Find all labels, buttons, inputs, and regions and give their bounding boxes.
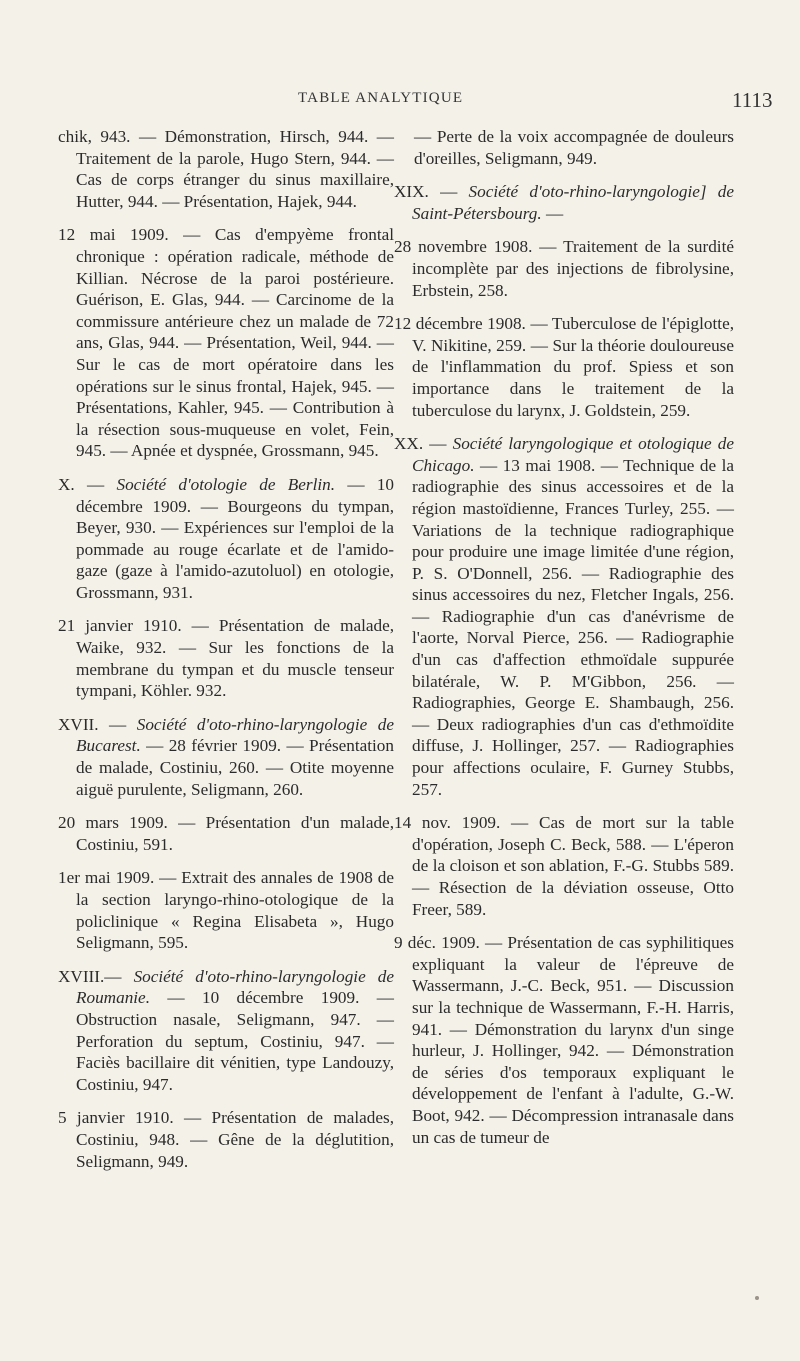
society-number: XVIII.— [58,966,134,986]
index-entry [58,1107,394,1172]
index-entry [58,224,394,462]
page-number: 1113 [732,88,773,112]
society-name: Société d'otologie de Berlin. [116,474,336,494]
entry-text: 5 janvier 1910. — Présentation de malades, Costiniu, 948. — Gêne de la déglutition, Seligmann, 949. [58,1108,394,1171]
society-entry [58,474,394,604]
index-entry [394,932,734,1148]
margin-speck [755,1296,759,1300]
index-entry [58,812,394,855]
society-number: X. — [58,474,117,494]
entry-text: 14 nov. 1909. — Cas de mort sur la table d'opération, Joseph C. Beck, 588. — L'éperon de la cloison et son ablation, F.-G. Stubbs 589. — Résection de la déviation osseuse, Otto Freer, 589. [394,813,734,919]
left-column [58,126,394,1184]
society-entry [58,714,394,800]
entry-text: 28 novembre 1908. — Traitement de la surdité incomplète par des injections de fibrolysine, Erbstein, 258. [394,237,734,300]
entry-text: — 10 décembre 1909. — Obstruction nasale, Seligmann, 947. — Perforation du septum, Costiniu, 947. — Faciès bacillaire dit vénitien, type Landouzy, Costiniu, 947. [76,988,394,1094]
entry-text: 20 mars 1909. — Présentation d'un malade, Costiniu, 591. [58,813,394,854]
society-name: Société d'oto-rhino-laryngologie] de Saint-Pétersbourg. [412,182,734,223]
society-entry [58,966,394,1096]
right-column [394,126,734,1160]
entry-text: — [541,203,564,223]
entry-text: — 13 mai 1908. — Technique de la radiographie des sinus accessoires et de la région mastoïdienne, Frances Turley, 255. — Variations de la technique radiographique pour produire une image limitée d'une région, P. S. O'Donnell, 256. — Radiographie des sinus accessoires du nez, Fletcher Ingals, 256. — Radiographie d'un cas d'anévrisme de l'aorte, Norval Pierce, 256. — Radiographie d'un cas d'affection ethmoïdale suppurée bilatérale, W. P. M'Gibbon, 256. — Radiographies, George E. Shambaugh, 256. — Deux radiographies d'un cas d'ethmoïdite diffuse, J. Hollinger, 257. — Radiographies pour affections oculaire, F. Gurney Stubbs, 257. [412,455,734,799]
entry-text: 21 janvier 1910. — Présentation de malade, Waike, 932. — Sur les fonctions de la membrane du tympan et du muscle tenseur tympani, Köhler. 932. [58,616,394,701]
index-entry [394,126,734,169]
index-entry [394,812,734,920]
entry-text: 12 décembre 1908. — Tuberculose de l'épiglotte, V. Nikitine, 259. — Sur la théorie douloureuse de l'inflammation du prof. Spiess et son importance dans le traitement de la tuberculose du larynx, J. Goldstein, 259. [394,314,734,420]
society-entry [394,433,734,800]
entry-text: — Perte de la voix accompagnée de douleurs d'oreilles, Seligmann, 949. [414,127,734,168]
society-entry [394,181,734,224]
society-number: XIX. — [394,182,469,202]
index-entry [58,126,394,212]
entry-text: 12 mai 1909. — Cas d'empyème frontal chronique : opération radicale, méthode de Killian. Nécrose de la paroi postérieure. Guérison, E. Glas, 944. — Carcinome de la commissure antérieure chez un malade de 72 ans, Glas, 944. — Présentation, Weil, 944. — Sur le cas de mort opératoire dans les opérations sur le sinus frontal, Hajek, 945. — Présentations, Kahler, 945. — Contribution à la résection sous-muqueuse en volet, Fein, 945. — Apnée et dyspnée, Grossmann, 945. [58,225,394,461]
society-name: Société d'oto-rhino-laryngologie de Roumanie. [76,966,395,1008]
index-entry [394,236,734,301]
society-number: XX. — [394,434,453,454]
entry-text: chik, 943. — Démonstration, Hirsch, 944. — Traitement de la parole, Hugo Stern, 944. — Cas de corps étranger du sinus maxillaire, Hutter, 944. — Présentation, Hajek, 944. [58,127,394,211]
index-entry [58,867,394,953]
society-name: Société laryngologique et otologique de Chicago. [412,434,734,475]
entry-text: 9 déc. 1909. — Présentation de cas syphilitiques expliquant la valeur de l'épreuve de Wassermann, J.-C. Beck, 951. — Discussion sur la technique de Wassermann, F.-H. Harris, 941. — Démonstration du larynx d'un singe hurleur, J. Hollinger, 942. — Démonstration de séries d'os temporaux expliquant le développement de l'enfant à l'adulte, G.-W. Boot, 942. — Décompression intranasale dans un cas de tumeur de [394,933,734,1147]
society-name: Société d'oto-rhino-laryngologie de Bucarest. [76,714,394,756]
running-title: TABLE ANALYTIQUE [298,90,464,106]
running-head [0,88,800,112]
entry-text: — 28 février 1909. — Présentation de malade, Costiniu, 260. — Otite moyenne aiguë purulente, Seligmann, 260. [76,736,394,799]
entry-text: 1er mai 1909. — Extrait des annales de 1908 de la section laryngo-rhino-otologique de la policlinique « Regina Elisabeta », Hugo Seligmann, 595. [58,868,394,953]
index-entry [394,313,734,421]
entry-text: — 10 décembre 1909. — Bourgeons du tympan, Beyer, 930. — Expériences sur l'emploi de la pommade au rouge écarlate et de l'amido-gaze (gaze à l'amido-azutoluol) en otologie, Grossmann, 931. [76,474,395,602]
society-number: XVII. — [58,714,137,734]
index-entry [58,615,394,701]
